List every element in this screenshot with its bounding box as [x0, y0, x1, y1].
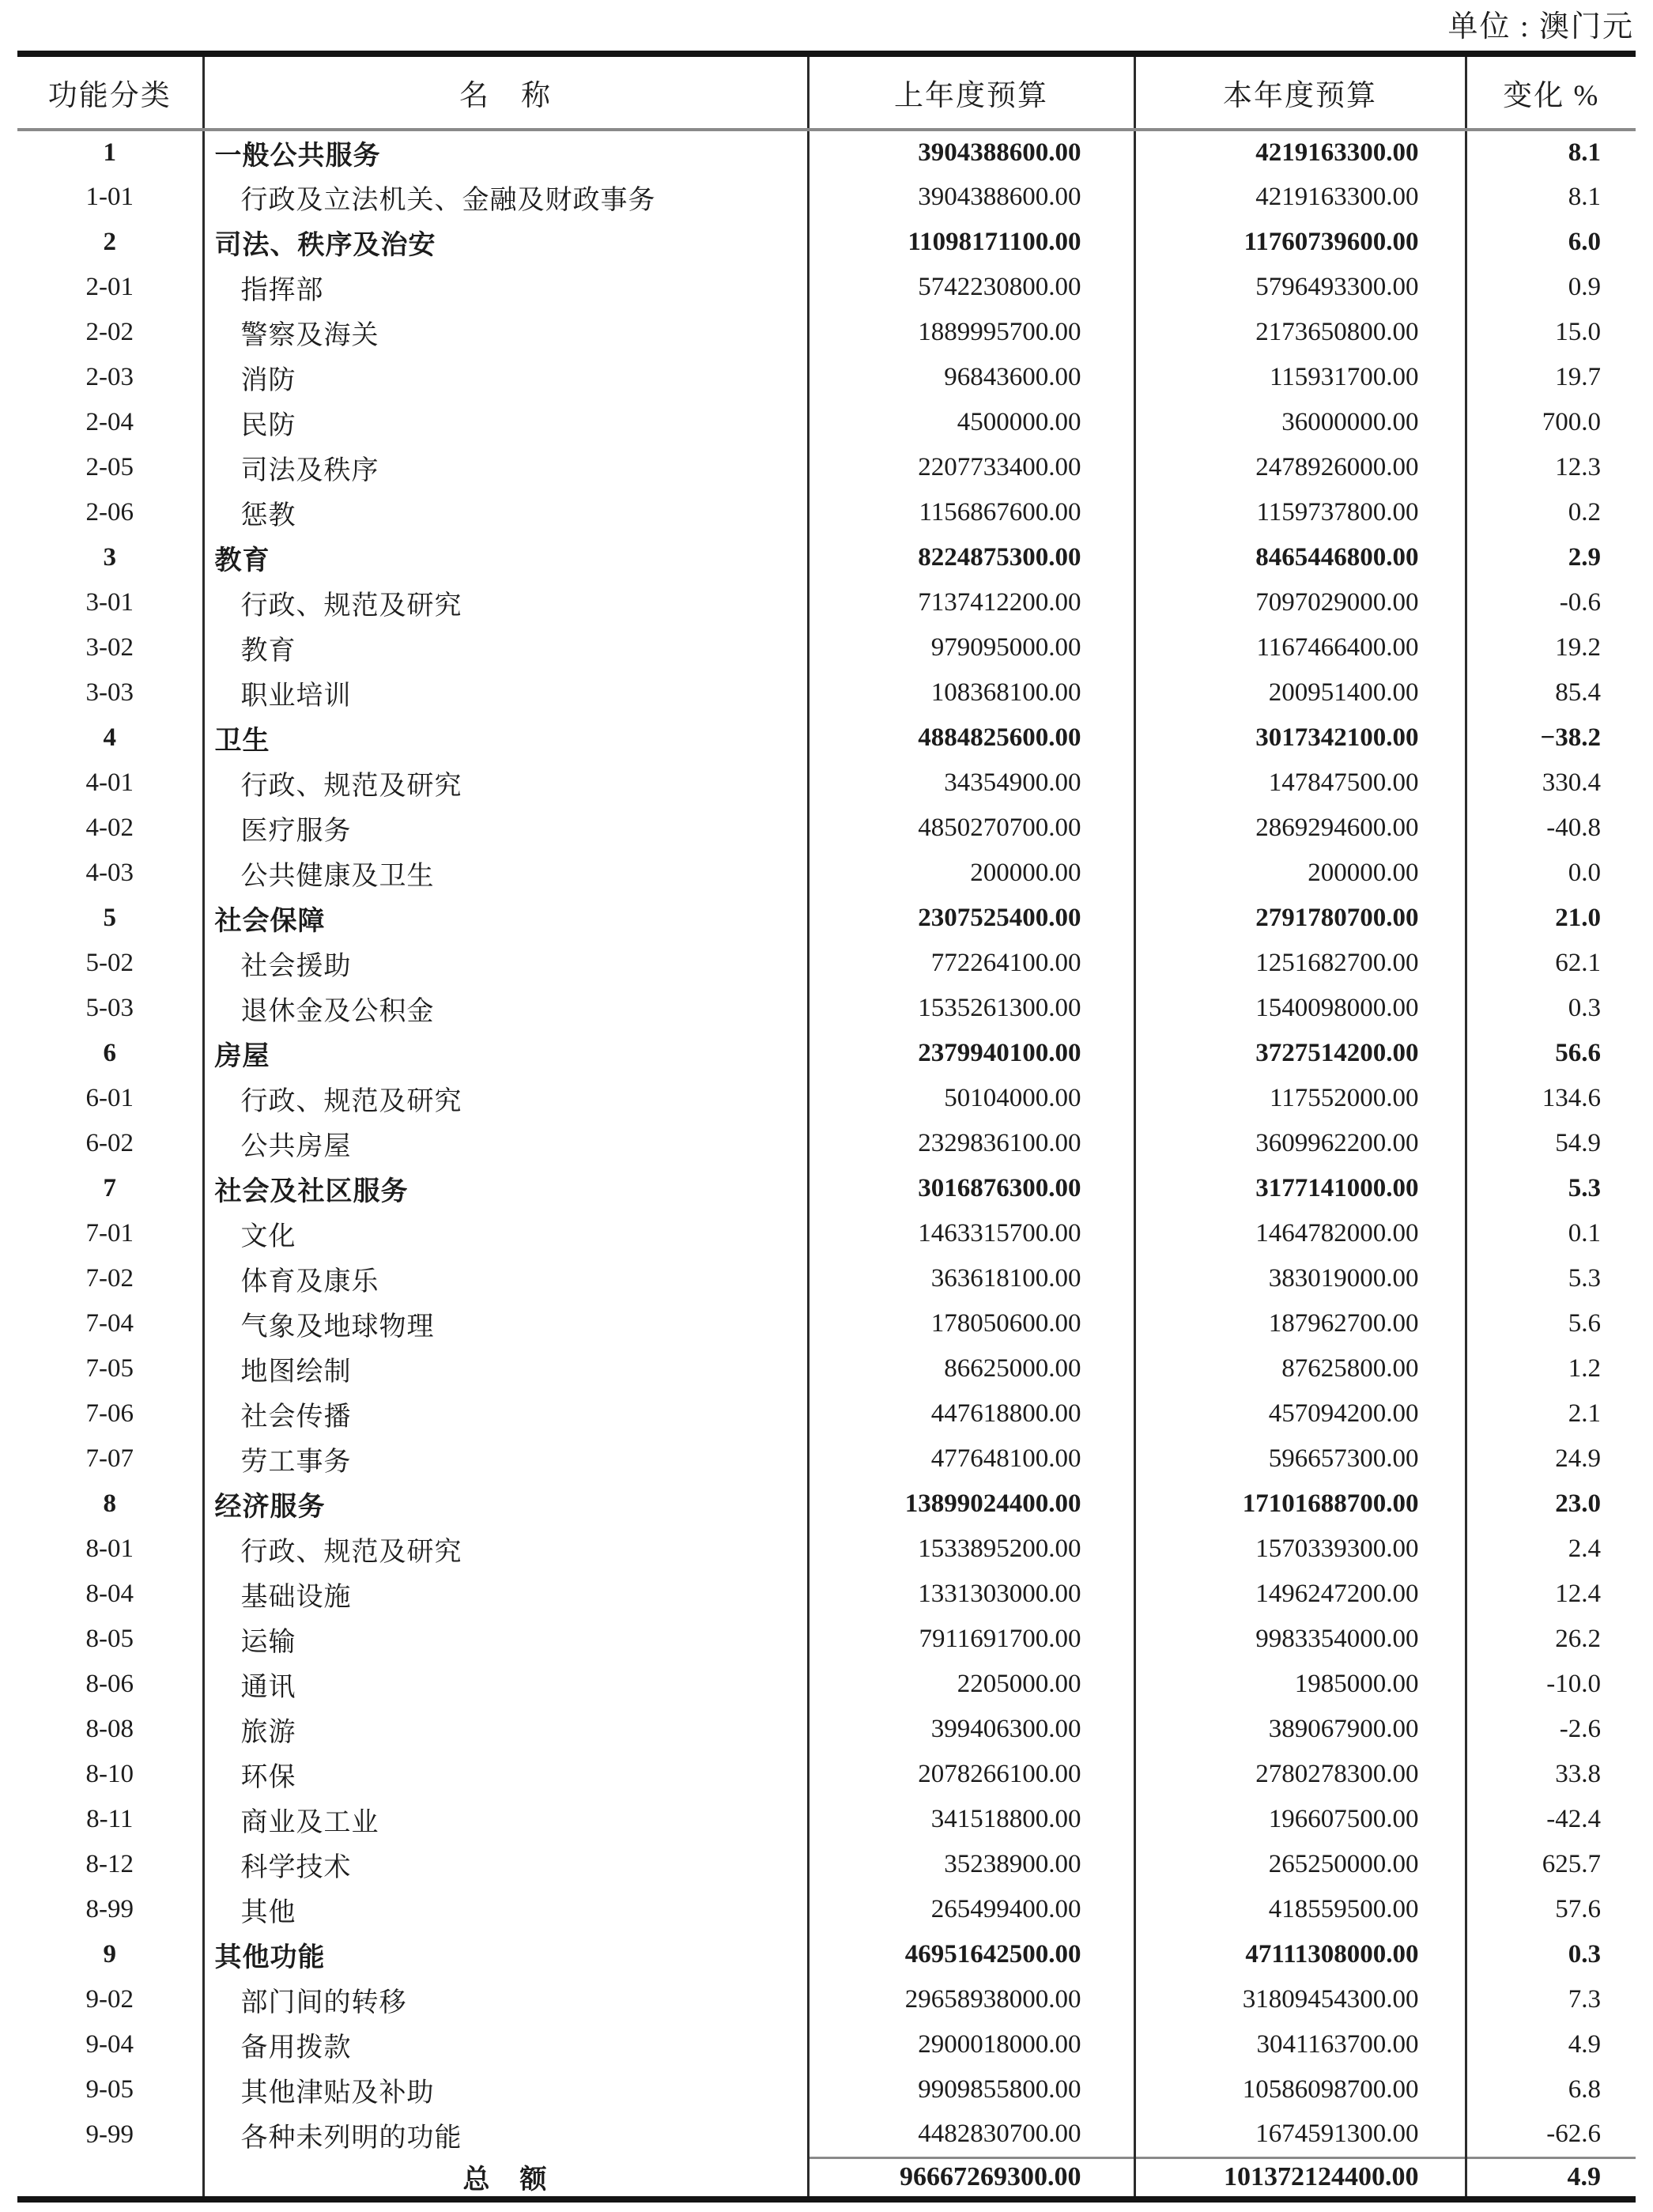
- cell-function-code: 7-04: [17, 1301, 203, 1346]
- cell-prev-budget: 3016876300.00: [808, 1166, 1134, 1211]
- cell-function-code: 2-02: [17, 310, 203, 355]
- cell-curr-budget: 8465446800.00: [1134, 535, 1466, 580]
- cell-function-code: 7-05: [17, 1346, 203, 1391]
- cell-change-pct: 5.3: [1568, 1264, 1601, 1293]
- cell-change-pct: 12.3: [1555, 453, 1601, 481]
- cell-function-code: 2-01: [17, 265, 203, 310]
- cell-name: 消防: [203, 355, 808, 400]
- cell-name: 科学技术: [203, 1842, 808, 1887]
- cell-change-pct: 0.2: [1568, 498, 1601, 527]
- budget-table-body: [17, 130, 1636, 2157]
- table-row: [17, 896, 1636, 941]
- cell-curr-budget: 1464782000.00: [1134, 1211, 1466, 1256]
- cell-prev-budget: 2205000.00: [808, 1662, 1134, 1707]
- cell-curr-budget: 389067900.00: [1134, 1707, 1466, 1752]
- cell-name: 行政、规范及研究: [203, 1076, 808, 1121]
- cell-name: 环保: [203, 1752, 808, 1797]
- cell-name: 社会及社区服务: [203, 1166, 808, 1211]
- cell-change-pct: -2.6: [1559, 1715, 1601, 1743]
- cell-function-code: 3-03: [17, 670, 203, 715]
- cell-curr-budget: 11760739600.00: [1134, 220, 1466, 265]
- cell-function-code: 5-02: [17, 941, 203, 986]
- cell-prev-budget: 447618800.00: [808, 1391, 1134, 1436]
- cell-function-code: 7-07: [17, 1436, 203, 1482]
- cell-function-code: 6: [17, 1031, 203, 1076]
- cell-curr-budget: 4219163300.00: [1134, 130, 1466, 175]
- cell-change-pct: 24.9: [1555, 1444, 1601, 1473]
- table-row: [17, 490, 1636, 535]
- cell-curr-budget: 3017342100.00: [1134, 715, 1466, 761]
- cell-prev-budget: 7911691700.00: [808, 1617, 1134, 1662]
- cell-prev-budget: 2900018000.00: [808, 2022, 1134, 2067]
- cell-function-code: 8-08: [17, 1707, 203, 1752]
- table-row: [17, 1076, 1636, 1121]
- cell-name: 文化: [203, 1211, 808, 1256]
- cell-change-pct: 0.9: [1568, 273, 1601, 301]
- table-row: [17, 851, 1636, 896]
- total-change: 4.9: [1466, 2157, 1636, 2199]
- cell-name: 公共健康及卫生: [203, 851, 808, 896]
- cell-change-pct: 2.9: [1568, 543, 1601, 572]
- cell-function-code: 1-01: [17, 175, 203, 220]
- cell-change-pct: 62.1: [1555, 949, 1601, 977]
- cell-change-pct: 4.9: [1568, 2030, 1601, 2059]
- cell-function-code: 2-05: [17, 445, 203, 490]
- cell-prev-budget: 2329836100.00: [808, 1121, 1134, 1166]
- cell-prev-budget: 477648100.00: [808, 1436, 1134, 1482]
- header-curr-budget: 本年度预算: [1134, 54, 1466, 130]
- header-prev-budget: 上年度预算: [808, 54, 1134, 130]
- table-row: [17, 715, 1636, 761]
- cell-prev-budget: 46951642500.00: [808, 1932, 1134, 1977]
- table-row: [17, 1887, 1636, 1932]
- cell-name: 司法及秩序: [203, 445, 808, 490]
- cell-curr-budget: 1570339300.00: [1134, 1527, 1466, 1572]
- cell-curr-budget: 383019000.00: [1134, 1256, 1466, 1301]
- header-name: 名 称: [203, 54, 808, 130]
- cell-function-code: 9-99: [17, 2112, 203, 2157]
- table-row: [17, 2022, 1636, 2067]
- table-row: [17, 1256, 1636, 1301]
- cell-function-code: 6-01: [17, 1076, 203, 1121]
- cell-name: 通讯: [203, 1662, 808, 1707]
- cell-change-pct: 0.0: [1568, 859, 1601, 887]
- cell-change-pct: -0.6: [1559, 588, 1601, 617]
- table-row: [17, 1391, 1636, 1436]
- cell-name: 部门间的转移: [203, 1977, 808, 2022]
- cell-name: 惩教: [203, 490, 808, 535]
- cell-curr-budget: 196607500.00: [1134, 1797, 1466, 1842]
- cell-curr-budget: 117552000.00: [1134, 1076, 1466, 1121]
- cell-curr-budget: 1167466400.00: [1134, 625, 1466, 670]
- cell-function-code: 8-12: [17, 1842, 203, 1887]
- cell-name: 司法、秩序及治安: [203, 220, 808, 265]
- total-prev-budget: 96667269300.00: [808, 2157, 1134, 2199]
- cell-prev-budget: 13899024400.00: [808, 1482, 1134, 1527]
- cell-change-pct: 85.4: [1555, 678, 1601, 707]
- cell-name: 社会传播: [203, 1391, 808, 1436]
- cell-prev-budget: 772264100.00: [808, 941, 1134, 986]
- cell-function-code: 8-11: [17, 1797, 203, 1842]
- cell-curr-budget: 418559500.00: [1134, 1887, 1466, 1932]
- cell-name: 教育: [203, 625, 808, 670]
- cell-prev-budget: 4500000.00: [808, 400, 1134, 445]
- cell-name: 民防: [203, 400, 808, 445]
- cell-name: 运输: [203, 1617, 808, 1662]
- cell-change-pct: 0.3: [1568, 1940, 1601, 1969]
- cell-name: 社会援助: [203, 941, 808, 986]
- cell-prev-budget: 1535261300.00: [808, 986, 1134, 1031]
- table-row: [17, 265, 1636, 310]
- cell-prev-budget: 363618100.00: [808, 1256, 1134, 1301]
- table-row: [17, 2112, 1636, 2157]
- cell-curr-budget: 1985000.00: [1134, 1662, 1466, 1707]
- cell-curr-budget: 2791780700.00: [1134, 896, 1466, 941]
- table-row: [17, 1572, 1636, 1617]
- cell-curr-budget: 1159737800.00: [1134, 490, 1466, 535]
- cell-change-pct: 21.0: [1555, 904, 1601, 932]
- cell-name: 各种未列明的功能: [203, 2112, 808, 2157]
- cell-function-code: 8-10: [17, 1752, 203, 1797]
- cell-change-pct: 5.6: [1568, 1309, 1601, 1338]
- table-row: [17, 761, 1636, 806]
- table-row: [17, 1031, 1636, 1076]
- cell-change-pct: 23.0: [1555, 1489, 1601, 1518]
- cell-change-pct: −38.2: [1540, 723, 1601, 752]
- cell-curr-budget: 265250000.00: [1134, 1842, 1466, 1887]
- cell-change-pct: -42.4: [1546, 1805, 1601, 1833]
- table-row: [17, 1482, 1636, 1527]
- table-row: [17, 806, 1636, 851]
- cell-curr-budget: 7097029000.00: [1134, 580, 1466, 625]
- cell-change-pct: 2.1: [1568, 1399, 1601, 1428]
- cell-function-code: 3-01: [17, 580, 203, 625]
- cell-curr-budget: 596657300.00: [1134, 1436, 1466, 1482]
- table-row: [17, 535, 1636, 580]
- cell-change-pct: 0.1: [1568, 1219, 1601, 1248]
- cell-function-code: 4-02: [17, 806, 203, 851]
- cell-function-code: 9: [17, 1932, 203, 1977]
- cell-function-code: 2-06: [17, 490, 203, 535]
- cell-prev-budget: 341518800.00: [808, 1797, 1134, 1842]
- cell-function-code: 8-06: [17, 1662, 203, 1707]
- cell-change-pct: -10.0: [1546, 1670, 1601, 1698]
- cell-prev-budget: 1533895200.00: [808, 1527, 1134, 1572]
- cell-curr-budget: 31809454300.00: [1134, 1977, 1466, 2022]
- table-row: [17, 1797, 1636, 1842]
- table-row: [17, 175, 1636, 220]
- cell-curr-budget: 17101688700.00: [1134, 1482, 1466, 1527]
- cell-name: 指挥部: [203, 265, 808, 310]
- cell-change-pct: 700.0: [1542, 408, 1601, 436]
- table-row: [17, 1211, 1636, 1256]
- cell-curr-budget: 3609962200.00: [1134, 1121, 1466, 1166]
- total-curr-budget: 101372124400.00: [1134, 2157, 1466, 2199]
- table-row: [17, 941, 1636, 986]
- cell-function-code: 4: [17, 715, 203, 761]
- cell-function-code: 9-02: [17, 1977, 203, 2022]
- cell-change-pct: 56.6: [1555, 1039, 1601, 1067]
- cell-function-code: 5-03: [17, 986, 203, 1031]
- cell-function-code: 8-99: [17, 1887, 203, 1932]
- cell-curr-budget: 1540098000.00: [1134, 986, 1466, 1031]
- table-row: [17, 1977, 1636, 2022]
- cell-change-pct: 19.2: [1555, 633, 1601, 662]
- table-row: [17, 1527, 1636, 1572]
- cell-name: 教育: [203, 535, 808, 580]
- cell-change-pct: 330.4: [1542, 768, 1601, 797]
- table-row: [17, 310, 1636, 355]
- cell-curr-budget: 457094200.00: [1134, 1391, 1466, 1436]
- cell-curr-budget: 87625800.00: [1134, 1346, 1466, 1391]
- cell-curr-budget: 1674591300.00: [1134, 2112, 1466, 2157]
- cell-prev-budget: 2379940100.00: [808, 1031, 1134, 1076]
- cell-function-code: 7: [17, 1166, 203, 1211]
- cell-prev-budget: 8224875300.00: [808, 535, 1134, 580]
- cell-change-pct: 8.1: [1568, 183, 1601, 211]
- table-row: [17, 1121, 1636, 1166]
- cell-prev-budget: 265499400.00: [808, 1887, 1134, 1932]
- table-row: [17, 220, 1636, 265]
- cell-name: 卫生: [203, 715, 808, 761]
- cell-prev-budget: 34354900.00: [808, 761, 1134, 806]
- cell-name: 医疗服务: [203, 806, 808, 851]
- table-row: [17, 2067, 1636, 2112]
- cell-curr-budget: 10586098700.00: [1134, 2067, 1466, 2112]
- cell-change-pct: 12.4: [1555, 1580, 1601, 1608]
- cell-function-code: 2: [17, 220, 203, 265]
- cell-change-pct: 54.9: [1555, 1129, 1601, 1157]
- cell-prev-budget: 4482830700.00: [808, 2112, 1134, 2157]
- cell-name: 其他津贴及补助: [203, 2067, 808, 2112]
- cell-prev-budget: 1156867600.00: [808, 490, 1134, 535]
- cell-change-pct: 2.4: [1568, 1534, 1601, 1563]
- cell-prev-budget: 979095000.00: [808, 625, 1134, 670]
- cell-curr-budget: 9983354000.00: [1134, 1617, 1466, 1662]
- cell-prev-budget: 9909855800.00: [808, 2067, 1134, 2112]
- cell-name: 行政、规范及研究: [203, 1527, 808, 1572]
- cell-curr-budget: 147847500.00: [1134, 761, 1466, 806]
- cell-change-pct: -40.8: [1546, 813, 1601, 842]
- cell-change-pct: -62.6: [1546, 2120, 1601, 2149]
- cell-name: 劳工事务: [203, 1436, 808, 1482]
- cell-prev-budget: 86625000.00: [808, 1346, 1134, 1391]
- table-row: [17, 1707, 1636, 1752]
- cell-name: 行政、规范及研究: [203, 580, 808, 625]
- cell-function-code: 6-02: [17, 1121, 203, 1166]
- table-row: [17, 355, 1636, 400]
- cell-change-pct: 625.7: [1542, 1850, 1601, 1878]
- total-empty-cell: [17, 2157, 203, 2199]
- table-row: [17, 1662, 1636, 1707]
- cell-prev-budget: 3904388600.00: [808, 130, 1134, 175]
- cell-change-pct: 15.0: [1555, 318, 1601, 346]
- cell-function-code: 1: [17, 130, 203, 175]
- cell-curr-budget: 3727514200.00: [1134, 1031, 1466, 1076]
- cell-change-pct: 6.8: [1568, 2075, 1601, 2104]
- cell-prev-budget: 1331303000.00: [808, 1572, 1134, 1617]
- cell-function-code: 7-06: [17, 1391, 203, 1436]
- cell-function-code: 5: [17, 896, 203, 941]
- cell-name: 地图绘制: [203, 1346, 808, 1391]
- cell-change-pct: 134.6: [1542, 1084, 1601, 1112]
- cell-prev-budget: 7137412200.00: [808, 580, 1134, 625]
- cell-name: 气象及地球物理: [203, 1301, 808, 1346]
- cell-name: 基础设施: [203, 1572, 808, 1617]
- cell-function-code: 8: [17, 1482, 203, 1527]
- table-footer: [17, 2157, 1636, 2199]
- cell-change-pct: 8.1: [1568, 138, 1601, 167]
- cell-curr-budget: 5796493300.00: [1134, 265, 1466, 310]
- table-row: [17, 400, 1636, 445]
- cell-prev-budget: 178050600.00: [808, 1301, 1134, 1346]
- unit-label: 单位 : 澳门元: [1447, 10, 1634, 43]
- cell-function-code: 7-02: [17, 1256, 203, 1301]
- cell-prev-budget: 1463315700.00: [808, 1211, 1134, 1256]
- cell-function-code: 8-04: [17, 1572, 203, 1617]
- cell-curr-budget: 36000000.00: [1134, 400, 1466, 445]
- cell-curr-budget: 2780278300.00: [1134, 1752, 1466, 1797]
- header-function-class: 功能分类: [17, 54, 203, 130]
- cell-curr-budget: 187962700.00: [1134, 1301, 1466, 1346]
- cell-curr-budget: 3177141000.00: [1134, 1166, 1466, 1211]
- cell-function-code: 4-03: [17, 851, 203, 896]
- cell-function-code: 3: [17, 535, 203, 580]
- cell-change-pct: 1.2: [1568, 1354, 1601, 1383]
- table-row: [17, 130, 1636, 175]
- cell-prev-budget: 2307525400.00: [808, 896, 1134, 941]
- cell-name: 体育及康乐: [203, 1256, 808, 1301]
- cell-name: 其他功能: [203, 1932, 808, 1977]
- cell-function-code: 9-04: [17, 2022, 203, 2067]
- cell-prev-budget: 11098171100.00: [808, 220, 1134, 265]
- cell-change-pct: 6.0: [1568, 228, 1601, 256]
- cell-change-pct: 33.8: [1555, 1760, 1601, 1788]
- cell-prev-budget: 2078266100.00: [808, 1752, 1134, 1797]
- header-change-pct: 变化 %: [1466, 54, 1636, 130]
- cell-curr-budget: 4219163300.00: [1134, 175, 1466, 220]
- cell-curr-budget: 3041163700.00: [1134, 2022, 1466, 2067]
- cell-prev-budget: 200000.00: [808, 851, 1134, 896]
- cell-prev-budget: 399406300.00: [808, 1707, 1134, 1752]
- cell-prev-budget: 108368100.00: [808, 670, 1134, 715]
- cell-prev-budget: 29658938000.00: [808, 1977, 1134, 2022]
- total-label: 总 额: [203, 2157, 808, 2199]
- table-row: [17, 580, 1636, 625]
- table-header: [17, 54, 1636, 130]
- cell-name: 行政、规范及研究: [203, 761, 808, 806]
- cell-prev-budget: 35238900.00: [808, 1842, 1134, 1887]
- cell-name: 公共房屋: [203, 1121, 808, 1166]
- cell-curr-budget: 2173650800.00: [1134, 310, 1466, 355]
- cell-prev-budget: 4850270700.00: [808, 806, 1134, 851]
- cell-name: 备用拨款: [203, 2022, 808, 2067]
- table-row: [17, 625, 1636, 670]
- table-row: [17, 1842, 1636, 1887]
- table-row: [17, 1932, 1636, 1977]
- cell-change-pct: 5.3: [1568, 1174, 1601, 1202]
- cell-prev-budget: 50104000.00: [808, 1076, 1134, 1121]
- cell-name: 退休金及公积金: [203, 986, 808, 1031]
- cell-prev-budget: 4884825600.00: [808, 715, 1134, 761]
- cell-name: 一般公共服务: [203, 130, 808, 175]
- cell-function-code: 2-03: [17, 355, 203, 400]
- cell-name: 社会保障: [203, 896, 808, 941]
- cell-name: 行政及立法机关、金融及财政事务: [203, 175, 808, 220]
- budget-table: [17, 51, 1636, 2203]
- cell-change-pct: 0.3: [1568, 994, 1601, 1022]
- cell-function-code: 4-01: [17, 761, 203, 806]
- table-row: [17, 1166, 1636, 1211]
- cell-curr-budget: 1496247200.00: [1134, 1572, 1466, 1617]
- cell-change-pct: 57.6: [1555, 1895, 1601, 1923]
- table-row: [17, 1346, 1636, 1391]
- cell-curr-budget: 47111308000.00: [1134, 1932, 1466, 1977]
- header-row: [17, 54, 1636, 130]
- total-row: [17, 2157, 1636, 2199]
- cell-name: 商业及工业: [203, 1797, 808, 1842]
- table-row: [17, 1752, 1636, 1797]
- cell-curr-budget: 1251682700.00: [1134, 941, 1466, 986]
- cell-function-code: 9-05: [17, 2067, 203, 2112]
- cell-name: 房屋: [203, 1031, 808, 1076]
- cell-function-code: 3-02: [17, 625, 203, 670]
- cell-function-code: 8-01: [17, 1527, 203, 1572]
- cell-prev-budget: 96843600.00: [808, 355, 1134, 400]
- cell-name: 经济服务: [203, 1482, 808, 1527]
- cell-change-pct: 19.7: [1555, 363, 1601, 391]
- cell-function-code: 7-01: [17, 1211, 203, 1256]
- table-row: [17, 986, 1636, 1031]
- cell-function-code: 2-04: [17, 400, 203, 445]
- table-row: [17, 1301, 1636, 1346]
- table-row: [17, 1617, 1636, 1662]
- cell-prev-budget: 3904388600.00: [808, 175, 1134, 220]
- cell-curr-budget: 2478926000.00: [1134, 445, 1466, 490]
- cell-function-code: 8-05: [17, 1617, 203, 1662]
- cell-change-pct: 7.3: [1568, 1985, 1601, 2014]
- cell-prev-budget: 2207733400.00: [808, 445, 1134, 490]
- cell-name: 旅游: [203, 1707, 808, 1752]
- table-row: [17, 1436, 1636, 1482]
- cell-name: 职业培训: [203, 670, 808, 715]
- cell-curr-budget: 200951400.00: [1134, 670, 1466, 715]
- cell-name: 警察及海关: [203, 310, 808, 355]
- cell-curr-budget: 2869294600.00: [1134, 806, 1466, 851]
- cell-name: 其他: [203, 1887, 808, 1932]
- table-row: [17, 445, 1636, 490]
- cell-change-pct: 26.2: [1555, 1625, 1601, 1653]
- cell-curr-budget: 115931700.00: [1134, 355, 1466, 400]
- cell-curr-budget: 200000.00: [1134, 851, 1466, 896]
- cell-prev-budget: 1889995700.00: [808, 310, 1134, 355]
- table-row: [17, 670, 1636, 715]
- cell-prev-budget: 5742230800.00: [808, 265, 1134, 310]
